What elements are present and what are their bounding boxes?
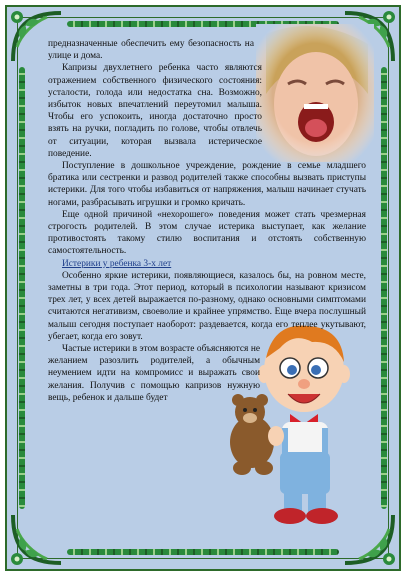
article-body — [48, 38, 366, 404]
vine-border-bottom — [67, 549, 339, 555]
paragraph-three-years: Особенно яркие истерики, появляющиеся, казалось бы, на ровном месте, заметны в три года. Этот период, который в психологии называют кризисом трех лет, у всех детей выражается по-разному, однако основными симптомами считаются негативизм, своеволие и крайнее упрямство. Еще вчера послушный малыш сегодня поступает наоборот: раздевается, когда его теплее укутывают, убегает, когда его зовут. — [48, 270, 366, 342]
vine-border-left — [19, 67, 25, 509]
paragraph-strictness: Еще одной причиной «нехорошего» поведения может стать чрезмерная строгость родителей. В этом случае истерика выступает, как желание противостоять такому стилю воспитания и отстоять собственную самостоятельность. — [48, 209, 366, 257]
paragraph-intro: предназначенные обеспечить ему безопасность на улице и дома. — [48, 39, 254, 62]
paragraph-frequent-tantrums: Частые истерики в этом возрасте объясняются не желанием разозлить родителей, а обычным неумением идти на компромисс и выражать свои желания. Получив с помощью капризов нужную вещь, ребенок и дальше будет — [48, 344, 260, 403]
paragraph-whims: Капризы двухлетнего ребенка часто являются отражением собственного физического состояния: усталости, голода или недостатка сна. Возможно, избыток новых впечатлений переутомил малыша. Чтобы его успокоить, иногда достаточно просто взять на ручки, погладить по голове, чтобы отвлечь от ситуации, которая вызвала истерическое поведение. — [48, 63, 262, 159]
paragraph-kindergarten: Поступление в дошкольное учреждение, рождение в семье младшего братика или сестренки и развод родителей также способны вызвать приступы истерики. Для того чтобы избавиться от напряжения, малыш начинает стучать ногами, разбрасывать игрушки и громко кричать. — [48, 161, 366, 208]
vine-border-right — [381, 67, 387, 509]
corner-ornament-bottom-left — [7, 509, 67, 569]
section-heading: Истерики у ребенка 3-х лет — [62, 258, 172, 269]
